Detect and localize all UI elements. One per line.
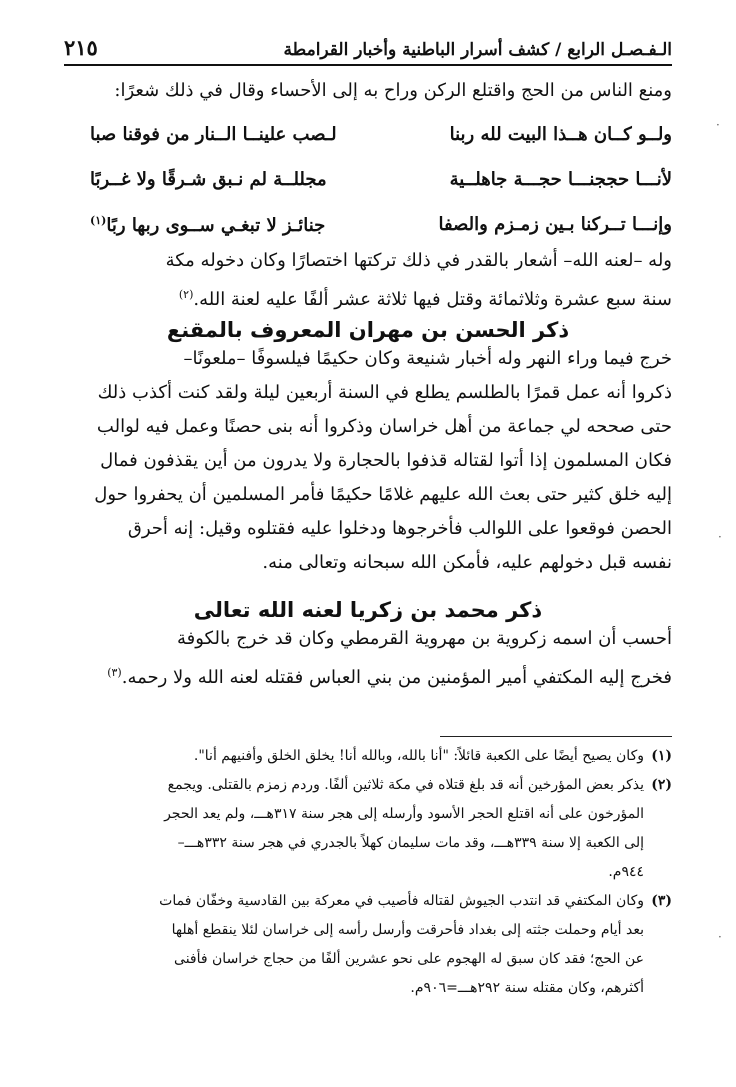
footnote-line: وكان المكتفي قد انتدب الجيوش لقتاله فأصيب في معركة بين القادسية وخفّان فمات — [159, 893, 644, 909]
footnote-ref[interactable]: (٣) — [107, 666, 122, 679]
text-line: خرج فيما وراء النهر وله أخبار شنيعة وكان حكيمًا فيلسوفًا –ملعونًا– — [183, 348, 672, 369]
paragraph-after-poem — [64, 244, 672, 317]
text-line — [64, 656, 672, 695]
footnote — [64, 887, 672, 1003]
text-line: ذكروا أنه عمل قمرًا بالطلسم يطلع في السنة أربعين ليلة ولقد كنت أكذب ذلك — [97, 382, 672, 403]
footnote-text — [64, 771, 644, 887]
verse-second-hemistich: مجللــة لم نـبق شـرقًا ولا غــربًا — [90, 169, 327, 190]
footnote-number: (١) — [651, 748, 672, 764]
intro-line: ومنع الناس من الحج واقتلع الركن وراح به إلى الأحساء وقال في ذلك شعرًا: — [114, 80, 672, 101]
footnote-line: وكان يصيح أيضًا على الكعبة قائلاً: "أنا بالله، وبالله أنا! يخلق الخلق وأفنيهم أنا". — [193, 748, 644, 764]
paragraph-muqanna — [64, 342, 672, 580]
page-number: ٢١٥ — [64, 35, 98, 60]
intro-paragraph — [64, 74, 672, 108]
section-heading-zakariya: ذكر محمد بن زكريا لعنه الله تعالى — [193, 598, 543, 622]
text-line: أحسب أن اسمه زكروية بن مهروية القرمطي وكان قد خرج بالكوفة — [176, 628, 672, 649]
poem-verse — [90, 112, 672, 157]
footnote-text — [64, 887, 644, 1003]
text-span: سنة سبع عشرة وثلاثمائة وقتل فيها ثلاثة عشر ألفًا عليه لعنة الله. — [193, 289, 672, 310]
scan-speck: · — [718, 530, 722, 544]
verse-first-hemistich: ولــو كــان هــذا البيت لله ربنا — [449, 124, 672, 145]
footnote-number: (٢) — [651, 777, 672, 793]
poem-verse — [90, 202, 672, 247]
footnote — [64, 742, 672, 771]
verse-first-hemistich: لأنـــا حججنـــا حجـــة جاهلــية — [449, 169, 672, 190]
text-line: نفسه قبل دخولهم عليه، فأمكن الله سبحانه وتعالى منه. — [262, 552, 672, 573]
poem — [90, 112, 672, 247]
footnote-ref[interactable]: (٢) — [178, 288, 194, 301]
text-line — [64, 278, 672, 317]
footnote-line: عن الحج؛ فقد كان سبق له الهجوم على نحو عشرين ألفًا من حجاج خراسان فأفنى — [174, 951, 644, 967]
verse-first-hemistich: وإنـــا تــركنا بـين زمـزم والصفا — [438, 214, 672, 235]
running-title: الـفـصـل الرابع / كشف أسرار الباطنية وأخبار القرامطة — [283, 40, 672, 60]
footnotes — [64, 742, 672, 1003]
section-heading-muqanna: ذكر الحسن بن مهران المعروف بالمقنع — [166, 318, 570, 342]
text-line: الحصن فوقعوا على اللوالب فأخرجوها ودخلوا عليه فقتلوه وقيل: إنه أحرق — [127, 518, 672, 539]
paragraph-zakariya — [64, 622, 672, 695]
footnote-line: يذكر بعض المؤرخين أنه قد بلغ قتلاه في مكة ثلاثين ألفًا. وردم زمزم بالقتلى. ويجمع — [167, 777, 644, 793]
page-header — [64, 30, 672, 66]
footnote-text — [64, 742, 644, 771]
scan-speck: · — [716, 118, 720, 132]
verse-text: جنائـز لا تبغـي ســوى ربها ربًا — [106, 214, 326, 236]
footnote-line: المؤرخون على أنه اقتلع الحجر الأسود وأرسله إلى هجر سنة ٣١٧هـــ، ولم يعد الحجر — [164, 806, 644, 822]
text-line: وله –لعنه الله– أشعار بالقدر في ذلك تركتها اختصارًا وكان دخوله مكة — [165, 250, 672, 271]
footnote-line: ٩٤٤م. — [608, 864, 644, 880]
text-span: فخرج إليه المكتفي أمير المؤمنين من بني العباس فقتله لعنه الله ولا رحمه. — [121, 667, 672, 688]
footnote-ref[interactable]: (١) — [90, 213, 107, 227]
text-line: إليه خلق كثير حتى بعث الله عليهم غلامًا حكيمًا فأمر المسلمين أن يحفروا حول — [94, 484, 672, 505]
footnote-line: إلى الكعبة إلا سنة ٣٣٩هـــ، وقد مات سليمان كهلاً بالجدري في هجر سنة ٣٣٢هـــ– — [177, 835, 644, 851]
verse-second-hemistich: لـصب علينــا الــنار من فوقنا صبا — [90, 124, 337, 145]
footnote-number: (٣) — [651, 893, 672, 909]
footnote — [64, 771, 672, 887]
scan-speck: · — [718, 930, 722, 944]
footnote-divider — [440, 736, 672, 737]
footnote-line: أكثرهم، وكان مقتله سنة ٢٩٢هـــ=٩٠٦م. — [410, 980, 644, 996]
text-line: حتى صححه لي جماعة من أهل خراسان وذكروا أنه بنى حصنًا وعمل فيه لوالب — [96, 416, 672, 437]
verse-second-hemistich — [90, 214, 358, 236]
footnote-line: بعد أيام وحملت جثته إلى بغداد فأحرقت وأرسل رأسه إلى خراسان لئلا ينقطع أهلها — [171, 922, 644, 938]
text-line: فكان المسلمون إذا أتوا لقتاله قذفوا بالحجارة ولا يدرون من أين يقذفون فمال — [100, 450, 672, 471]
poem-verse — [90, 157, 672, 202]
